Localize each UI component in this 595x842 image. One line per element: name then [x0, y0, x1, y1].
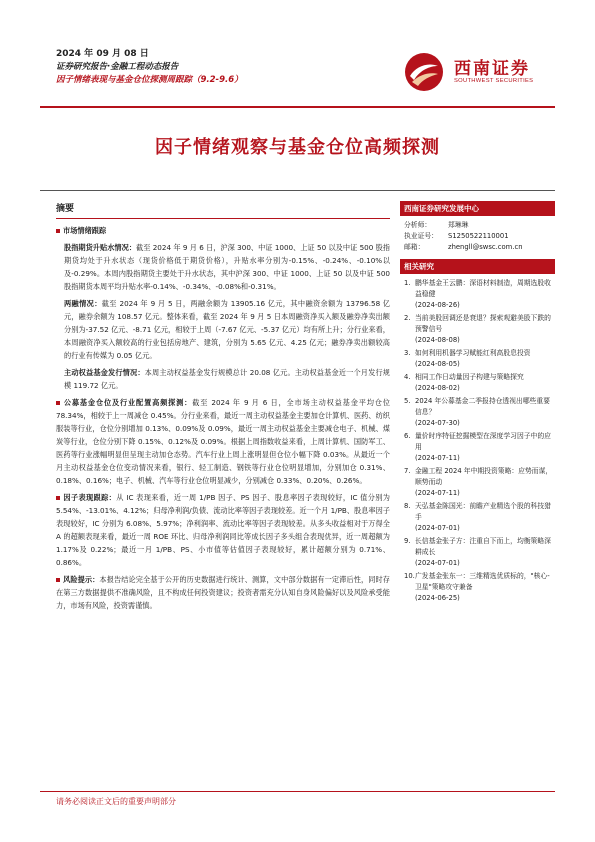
abstract-heading: 摘要 — [56, 201, 390, 219]
risk-label: 风险提示： — [63, 575, 100, 584]
header-divider — [40, 106, 555, 108]
related-heading: 相关研究 — [400, 259, 555, 274]
list-item[interactable]: 6. 量价时序特征挖掘模型在深度学习因子中的应用 (2024-07-11) — [404, 432, 551, 462]
positions-paragraph — [56, 396, 390, 487]
list-item[interactable]: 4. 相同工作日动量因子构建与策略探究 (2024-08-02) — [404, 373, 524, 392]
team-heading: 西南证券研究发展中心 — [400, 201, 555, 216]
factors-label: 因子表现跟踪： — [63, 493, 117, 502]
futures-paragraph — [64, 241, 390, 293]
report-title: 因子情绪观察与基金仓位高频探测 — [155, 137, 440, 158]
factors-paragraph — [56, 491, 390, 569]
report-series: 因子情绪表现与基金仓位探测周跟踪（9.2-9.6） — [56, 75, 243, 85]
title-divider — [40, 190, 555, 191]
report-date: 2024 年 09 月 08 日 — [56, 49, 149, 59]
logo-name-en: SOUTHWEST SECURITIES — [454, 78, 534, 84]
analyst-info — [400, 216, 555, 259]
issuance-text: 本周主动权益基金发行规模总计 20.08 亿元。主动权益基金近一个月发行规模 119.72 亿元。 — [64, 368, 390, 390]
footer-divider — [40, 791, 555, 792]
list-item[interactable]: 1. 鹏华基金王云鹏：深语材料制造，周期选股收益稳健 (2024-08-26) — [404, 279, 551, 309]
market-tracking-heading: 市场情绪跟踪 — [56, 225, 390, 237]
positions-label: 公募基金仓位及行业配置高频探测： — [63, 398, 193, 407]
margin-text: 截至 2024 年 9 月 5 日，两融余额为 13905.16 亿元，其中融资余额为 13796.58 亿元，融券余额为 108.57 亿元。整体来看，截至 2024 年 9 月 5 日本周融资净买入额及融券净卖出额分别为-37.52 亿元、-8.71 亿元，相较于上周（-7.67 亿元、-5.37 亿元）均有所上升；分行业来看，本周融资净买入额较高的行业包括房地产、建筑，分别为 5.65 亿元、4.25 亿元；融券净卖出额较高的行业有传媒为 0.05 亿元。 — [64, 299, 390, 360]
issuance-label: 主动权益基金发行情况： — [64, 368, 145, 377]
list-item[interactable]: 7. 金融工程 2024 年中期投资策略：应势而谋，顺势而动 (2024-07-11) — [404, 467, 553, 497]
report-category: 证券研究报告·金融工程动态报告 — [56, 62, 179, 72]
list-item[interactable]: 2. 当前美股回调还是衰退？探索观避美股下跌的预警信号 (2024-08-08) — [404, 314, 551, 344]
factors-text: 从 IC 表现来看，近一周 1/PB 因子、PS 因子、股息率因子表现较好，IC 值分别为 5.54%、-13.01%、4.12%；归母净利润/负债、流动比率等因子表现较差。近一个月 1/PB、股息率因子表现较好，IC 分别为 6.08%、5.97%；净利润率、流动比率等因子表现较差。从多头收益相对于万得全 A 的超额表现来看，最近一周 ROE 环比、归母净利润同比等成长因子多头组合表现优异，近一周超额为 1.17%及 0.22%；最近一月 1/PB、PS、小市值等估值因子表现较好，累计超额分别为 0.71%、0.86%。 — [56, 493, 390, 567]
positions-text: 截至 2024 年 9 月 6 日，全市场主动权益基金平均仓位 78.34%，相较于上一周减仓 0.45%。分行业来看，最近一周主动权益基金主要加仓计算机、医药、纺织服装等行业，仓位分别增加 0.13%、0.09%及 0.09%，最近一周主动权益基金主要减仓电子、机械、煤炭等行业，仓位分别下降 0.15%、0.12%及 0.09%。根据上周指数收益来看，上周计算机、国防军工、医药等行业涨幅明显但呈现主动加仓态势。汽车行业上周上涨明显但仓位小幅下降 0.03%。从最近一个月主动权益基金仓位变动情况来看，银行、轻工制造、钢铁等行业仓位明显增加，分别加仓 0.31%、0.18%、0.16%；电子、机械、汽车等行业仓位明显减少，分别减仓 0.33%、0.20%、0.26%。 — [56, 398, 390, 485]
futures-text: 截至 2024 年 9 月 6 日，沪深 300、中证 1000、上证 50 以及中证 500 股指期货均处于升水状态（现货价格低于期货价格），升贴水率分别为-0.15%、-0.24%、-0.10%以及-0.29%。本周内股指期货主要处于升水状态，其中沪深 300、中证 1000、上证 50 以及中证 500 股指期货本周平均升贴水率-0.14%、-0.34%、-0.08%和-0.31%。 — [64, 243, 390, 291]
analyst-name-row: 分析师： 郑琳琳 — [404, 221, 469, 229]
disclaimer-note: 请务必阅读正文后的重要声明部分 — [56, 797, 176, 806]
risk-text: 本报告结论完全基于公开的历史数据进行统计、测算，文中部分数据有一定滞后性，同时存在第三方数据提供不准确风险，且不构成任何投资建议；投资者需充分认知自身风险偏好以及风险承受能力，市场有风险，投资需谨慎。 — [56, 575, 390, 610]
company-logo — [404, 52, 554, 92]
list-item[interactable]: 5. 2024 年公募基金二季报持仓透视出哪些重要信息？ (2024-07-30) — [404, 397, 551, 427]
margin-label: 两融情况： — [64, 299, 102, 308]
abstract-section — [56, 201, 390, 616]
list-item[interactable]: 9. 长信基金张子方：注重自下而上，均衡策略深耕成长 (2024-07-01) — [404, 537, 551, 567]
related-research-list — [400, 274, 555, 604]
issuance-paragraph — [64, 366, 390, 392]
list-item[interactable]: 3. 如何利用机器学习赋能红利高股息投资 (2024-08-05) — [404, 349, 531, 368]
report-header — [56, 48, 356, 87]
analyst-email-link[interactable]: zhengll@swsc.com.cn — [448, 243, 523, 251]
sidebar — [400, 201, 555, 606]
analyst-email-row: 邮箱： zhengll@swsc.com.cn — [404, 243, 523, 251]
bullet-icon — [56, 229, 60, 233]
risk-paragraph — [56, 573, 390, 612]
list-item[interactable]: 10. 广发基金张东一：三维精选优质标的，"核心-卫星"策略攻守兼备 (2024-06-25) — [404, 572, 550, 602]
margin-paragraph — [64, 297, 390, 362]
analyst-license-row: 执业证号： S1250522110001 — [404, 232, 509, 240]
futures-label: 股指期货升贴水情况： — [64, 243, 137, 252]
bullet-icon — [56, 496, 60, 500]
bullet-icon — [56, 401, 60, 405]
logo-name-cn: 西南证券 — [454, 59, 530, 79]
logo-emblem-icon — [404, 52, 444, 92]
list-item[interactable]: 8. 天弘基金陈国光：前瞻产业精选个股的科技猎手 (2024-07-01) — [404, 502, 551, 532]
bullet-icon — [56, 578, 60, 582]
